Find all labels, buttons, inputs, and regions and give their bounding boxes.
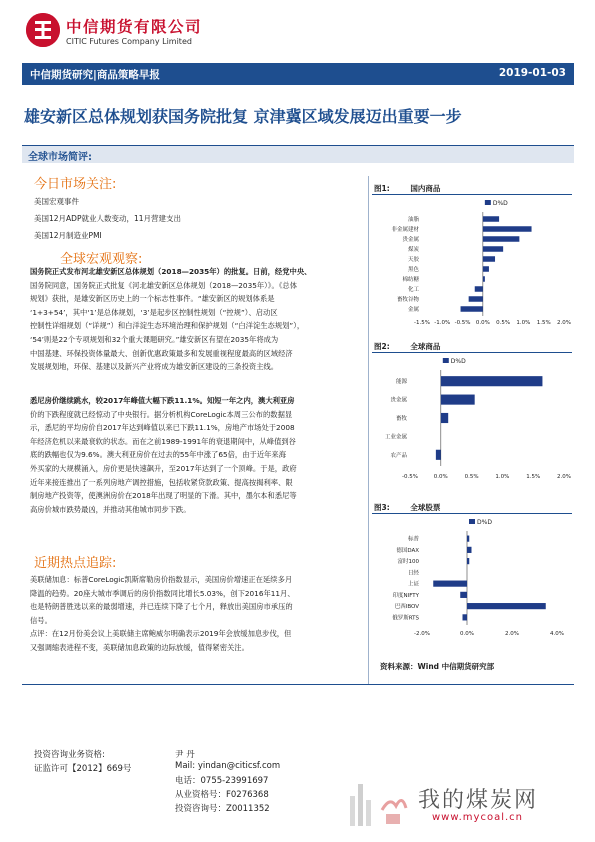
category-label: 俄罗斯RTS (392, 615, 419, 622)
figure-3-rule (372, 513, 572, 514)
legend-swatch (485, 200, 491, 205)
report-date: 2019-01-03 (498, 67, 566, 79)
category-label: 印度NIFTY (392, 592, 419, 599)
text-line: 信号。 (30, 615, 52, 625)
tick-label: 1.0% (516, 320, 531, 326)
legend-swatch (443, 358, 449, 363)
analyst-phone: 电话：0755-23991697 (175, 776, 269, 786)
column-divider (368, 176, 369, 684)
text-line: 底的跌幅也仅为9.6%。澳大利亚房价在过去的55年中涨了65倍，由于近年来海 (30, 450, 287, 460)
analyst-email: Mail: yindan@citicsf.com (175, 761, 281, 771)
category-label: 贵金属 (402, 237, 419, 243)
bottom-rule (22, 684, 574, 685)
license-number: 证监许可【2012】669号 (34, 764, 132, 774)
bar (460, 592, 467, 598)
macro-paragraph-2 (30, 394, 358, 516)
company-name-cn: 中信期货有限公司 (66, 18, 203, 36)
chart-2-svg (372, 354, 572, 496)
tick-label: 4.0% (550, 631, 564, 637)
macro-paragraph-1 (30, 265, 358, 374)
text-line: 年经济危机以来最衰软的状态。而在之前1989-1991年的衰退期间中，从峰值到谷 (30, 436, 296, 446)
bar (467, 603, 546, 609)
tick-label: 0.5% (496, 320, 511, 326)
legend-label: D%D (477, 519, 492, 526)
text-line: 国务院同意，国务院正式批复《河北雄安新区总体规划（2018—2035年）》。《总体 (30, 280, 297, 290)
text-line: 又强调缩表进程不变，美联储加息政策的边际放缓，值得紧密关注。 (30, 642, 249, 652)
data-source: 资料来源：Wind 中信期货研究部 (380, 662, 495, 671)
legend-label: D%D (492, 200, 508, 207)
hot-topics-paragraph (30, 573, 358, 655)
bar (433, 581, 467, 587)
category-label: 金属 (407, 307, 419, 313)
text-line: 制房地产投资等，使澳洲房价在2018年出现了明显的下滑。其中，墨尔本和悉尼等 (30, 491, 297, 501)
tick-label: -1.5% (414, 320, 430, 326)
figure-number: 图2: (374, 342, 390, 351)
category-label: 德国DAX (396, 547, 419, 554)
figure-1-label (374, 183, 440, 194)
bar (483, 236, 520, 242)
tick-label: 2.0% (505, 631, 519, 637)
watermark-url: www.mycoal.cn (432, 812, 523, 823)
category-label: 上证 (407, 581, 419, 588)
figure-2-rule (372, 352, 572, 353)
category-label: 油脂 (407, 217, 419, 223)
tick-label: 0.0% (475, 320, 490, 326)
report-banner (22, 63, 574, 85)
figure-3-label (374, 502, 440, 513)
company-name-en: CITIC Futures Company Limited (66, 37, 192, 46)
category-label: 棉纺糖 (402, 277, 419, 283)
bar (463, 614, 468, 620)
text-line: 发展规划地，环保、基建以及新兴产业将成为雄安新区建设的三条投资主线。 (30, 362, 279, 372)
text-line: 中国基建、环保投资体量最大、创新优惠政策最多和发展重视程度最高的区域经济 (30, 348, 293, 358)
section-header (22, 145, 574, 163)
hot-topics-heading: 近期热点追踪: (34, 556, 117, 571)
focus-item: 美国12月ADP就业人数变动，11月营建支出 (34, 214, 182, 223)
tick-label: 1.5% (526, 474, 541, 480)
figure-2-chart (372, 354, 572, 496)
bar (483, 246, 503, 252)
category-label: 非金属建材 (391, 227, 419, 233)
coal-watermark-icon (342, 770, 412, 832)
category-label: 标普 (407, 536, 419, 543)
tick-label: -2.0% (414, 631, 430, 637)
report-series: 中信期货研究|商品策略早报 (30, 69, 160, 81)
figure-title: 全球股票 (410, 503, 441, 512)
bar (441, 376, 543, 386)
tick-label: 0.5% (464, 474, 479, 480)
text-line: 外买家的大规模涌入，房价更是快速飙升，至2017年达到了一个顶峰。于是，政府 (30, 463, 297, 473)
text-line: 高房价城市跌势最凶，并推动其他城市同步下跌。 (30, 504, 191, 514)
bar (483, 266, 489, 272)
tick-label: 2.0% (557, 474, 571, 480)
category-label: 能源 (395, 379, 407, 386)
text-line: 国务院正式发布河北雄安新区总体规划（2018—2035年）的批复。日前，经党中央、 (30, 267, 312, 276)
tick-label: -0.5% (402, 474, 418, 480)
text-line: 点评：在12月份美会议上美联储主席鲍威尔明确表示2019年会放缓加息步伐，但 (30, 629, 292, 639)
text-line: 悉尼房价继续跳水，较2017年峰值大幅下跌11.1%。知短一年之内，澳大利亚房 (30, 396, 295, 405)
text-line: 规划》获批，是雄安新区历史上的一个标志性事件。“雄安新区的规划体系是 (30, 294, 275, 304)
bar (483, 276, 485, 282)
category-label: 畜牧谷物 (396, 297, 419, 303)
tick-label: -1.0% (434, 320, 451, 326)
bar (441, 395, 475, 405)
category-label: 贵金属 (390, 397, 407, 404)
figure-title: 全球商品 (410, 342, 441, 351)
watermark-text: 我的煤炭网 (418, 788, 539, 813)
bar (483, 256, 495, 262)
figure-2-label (374, 341, 440, 352)
tick-label: 0.0% (433, 474, 448, 480)
text-line: 近年来接连推出了一系列房地产调控措施，包括收紧贷款政策、提高按揭利率、限 (30, 477, 293, 487)
category-label: 农产品 (390, 452, 407, 459)
tick-label: -0.5% (454, 320, 471, 326)
category-label: 畜牧 (395, 416, 407, 422)
focus-item: 美国12月制造业PMI (34, 231, 102, 240)
text-line: 控制性详细规划（“详规”）和白洋淀生态环境治理和保护规划（“白洋淀生态规划”）， (30, 321, 305, 331)
bar (469, 296, 483, 302)
figure-number: 图3: (374, 503, 390, 512)
category-label: 巴西IBOV (394, 604, 419, 611)
bar (475, 286, 483, 292)
tick-label: 2.0% (557, 320, 571, 326)
bar (467, 558, 469, 564)
bar (483, 226, 532, 232)
category-label: 煤炭 (407, 247, 419, 253)
focus-item: 美国宏观事件 (34, 197, 79, 206)
figure-number: 图1: (374, 184, 390, 193)
text-line: ‘1+3+54’，其中‘1’是总体规划，‘3’是起步区控制性规划（“控规”）、启动区 (30, 307, 278, 317)
category-label: 天胶 (407, 257, 419, 263)
bar (436, 450, 441, 460)
category-label: 黑色 (407, 267, 419, 273)
text-line: 也是特朗普胜选以来的最弱增速，并已连续下降了七个月，释放出美国房市承压的 (30, 602, 293, 612)
figure-3-chart (372, 515, 572, 645)
category-label: 日经 (407, 570, 419, 577)
bar (461, 306, 483, 312)
analyst-name: 尹 丹 (175, 750, 195, 760)
page-title: 雄安新区总体规划获国务院批复 京津冀区域发展迈出重要一步 (24, 107, 462, 126)
bar (467, 536, 469, 542)
today-focus-heading: 今日市场关注: (34, 177, 117, 192)
category-label: 工业金属 (384, 434, 407, 441)
chart-3-svg (372, 515, 572, 645)
bar (441, 413, 448, 423)
tick-label: 1.0% (495, 474, 510, 480)
legend-swatch (469, 519, 475, 524)
figure-title: 国内商品 (410, 184, 441, 193)
category-label: 富时100 (397, 559, 419, 566)
license-title: 投资咨询业务资格: (34, 750, 105, 760)
analyst-consult: 投资咨询号：Z0011352 (175, 804, 270, 814)
bar (467, 547, 472, 553)
global-macro-heading: 全球宏观观察: (60, 252, 143, 267)
legend-label: D%D (450, 358, 466, 365)
tick-label: 1.5% (536, 320, 551, 326)
text-line: 示，悉尼的平均房价自2017年达到峰值以来已下跌11.1%，房地产市场处于2008 (30, 423, 295, 433)
text-line: ‘54’则是22个专项规划和32个重大课题研究。”雄安新区有望在2035年将成为 (30, 334, 279, 344)
figure-1-chart (372, 196, 572, 336)
section-header-label: 全球市场简评: (28, 152, 92, 163)
text-line: 价的下跌程度就已经惊动了中央银行。据分析机构CoreLogic本周三公布的数据显 (30, 409, 293, 419)
bar (483, 216, 499, 222)
analyst-cert: 从业资格号：F0276368 (175, 790, 269, 800)
chart-1-svg (372, 196, 572, 336)
tick-label: 0.0% (460, 631, 474, 637)
text-line: 美联储加息：标普CoreLogic凯斯席勒房价指数显示，美国房价增速正在延续多月 (30, 575, 293, 584)
citic-logo-icon (26, 13, 60, 47)
text-line: 降温的趋势。20座大城市季调后的房价指数同比增长5.03%，创下2016年11月、 (30, 588, 295, 598)
category-label: 化工 (407, 287, 419, 293)
figure-1-rule (372, 194, 572, 195)
